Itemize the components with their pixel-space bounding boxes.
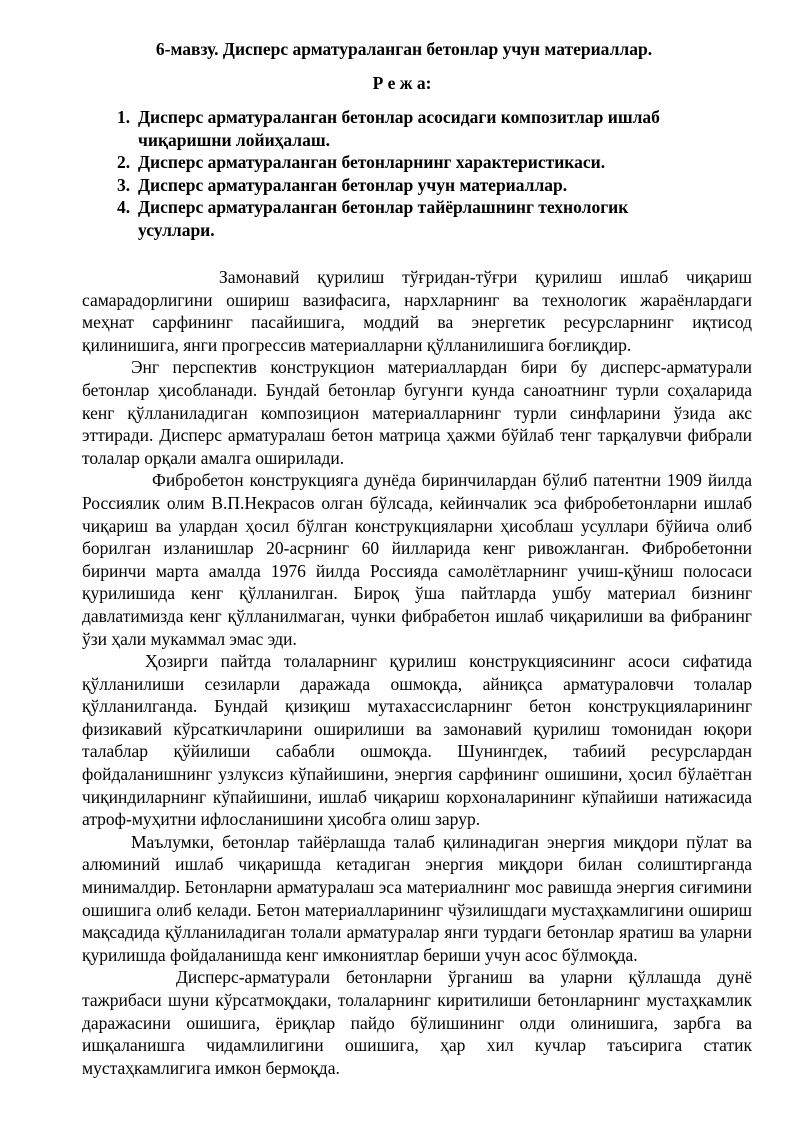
plan-item-number: 2. [117,152,131,173]
plan-item [117,151,708,174]
plan-item-text: Дисперс арматураланган бетонлар тайёрлашнинг технологик усуллари. [138,197,629,240]
plan-item-number: 1. [117,107,131,127]
body-paragraph: Маълумки, бетонлар тайёрлашда талаб қилинадиган энергия миқдори пўлат ва алюминий ишлаб чиқаришда кетадиган энергия миқдори билан солиштирганда минималдир. Бетонларни арматуралаш эса материалнинг мос равишда энергия сиғимини ошишига олиб келади. Бетон материалларининг чўзилишдаги мустаҳкамлигини ошириш мақсадида қўлланиладиган толали арматуралар янги турдаги бетонлар яратиш ва уларни қурилишда фойдаланишда кенг имкониятлар бериши учун асос бўлмоқда. [82,831,752,965]
body-paragraph: Замонавий қурилиш тўғридан-тўғри қурилиш ишлаб чиқариш самарадорлигини ошириш вазифасига, нархларнинг ва технологик жараёнлардаги меҳнат сарфининг пасайишига, моддий ва энергетик ресурсларнинг иқтисод қилинишига, янги прогрессив материалларни қўлланилишига боғлиқдир. [82,267,752,355]
plan-item-text: Дисперс арматураланган бетонларнинг характеристикаси. [138,152,606,173]
plan-item-text: Дисперс арматураланган бетонлар асосидаги композитлар ишлаб чиқаришни лойиҳалаш. [138,107,660,150]
body-paragraph: Ҳозирги пайтда толаларнинг қурилиш конструкциясининг асоси сифатида қўлланилиши сезиларли даражада ошмоқда, айниқса арматураловчи толалар қўлланилганда. Бундай қизиқиш мутахассисларнинг бетон конструкцияларининг физикавий кўрсаткичларини оширилиши ва замонавий қурилиш томонидан юқори талаблар қўйилиши сабабли ошмоқда. Шунингдек, табиий ресурслардан фойдаланишнинг узлуксиз кўпайишини, энергия сарфининг ошишини, ҳосил бўлаётган чиқиндиларнинг кўпайишини, ишлаб чиқариш корхоналарининг кўпайиши натижасида атроф-муҳитни ифлосланишини ҳисобга олиш зарур. [82,651,752,830]
plan-list [117,106,708,242]
document-body [82,266,752,1079]
body-paragraph: Фибробетон конструкцияга дунёда биринчилардан бўлиб патентни 1909 йилда Россиялик олим В.П.Некрасов олган бўлсада, кейинчалик эса фибробетонларни ишлаб чиқариш ва улардан ҳосил бўлган конструкцияларни ҳисоблаш усуллари бўйича олиб борилган изланишлар 20-асрнинг 60 йилларида кенг ривожланган. Фибробетонни биринчи марта амалда 1976 йилда Россияда самолётларнинг учиш-қўниш полосаси қурилишида кенг қўлланилган. Бироқ ўша пайтларда ушбу материал бизнинг давлатимизда кенг қўлланилмаган, чунки фибрабетон ишлаб чиқарилиши ва фибранинг ўзи ҳали мукаммал эмас эди. [82,470,752,649]
body-paragraph: Энг перспектив конструкцион материаллардан бири бу дисперс-арматурали бетонлар ҳисобланади. Бундай бетонлар бугунги кунда саноатнинг турли соҳаларида кенг қўлланиладиган композицион материалларнинг турли синфларини ўзида акс эттиради. Дисперс арматуралаш бетон матрица ҳажми бўйлаб тенг тарқалувчи фибрали толалар орқали амалга оширилади. [82,357,752,468]
plan-item [117,106,708,151]
plan-heading: Р е ж а: [372,73,432,93]
document-title: 6-мавзу. Дисперс арматураланган бетонлар учун материаллар. [155,39,653,59]
plan-item [117,196,708,241]
body-paragraph: Дисперс-арматурали бетонларни ўрганиш ва уларни қўллашда дунё тажрибаси шуни кўрсатмоқдаки, толаларнинг киритилиши бетонларнинг мустаҳкамлик даражасини ошишига, ёриқлар пайдо бўлишининг олди олинишига, зарбга ва ишқаланишга чидамлилигини ошишига, ҳар хил кучлар таъсирига статик мустаҳкамлигига имкон бермоқда. [82,967,752,1078]
plan-item-number: 3. [117,174,131,195]
plan-item-text: Дисперс арматураланган бетонлар учун материаллар. [138,174,568,195]
plan-item [117,174,708,197]
plan-item-number: 4. [117,197,131,218]
